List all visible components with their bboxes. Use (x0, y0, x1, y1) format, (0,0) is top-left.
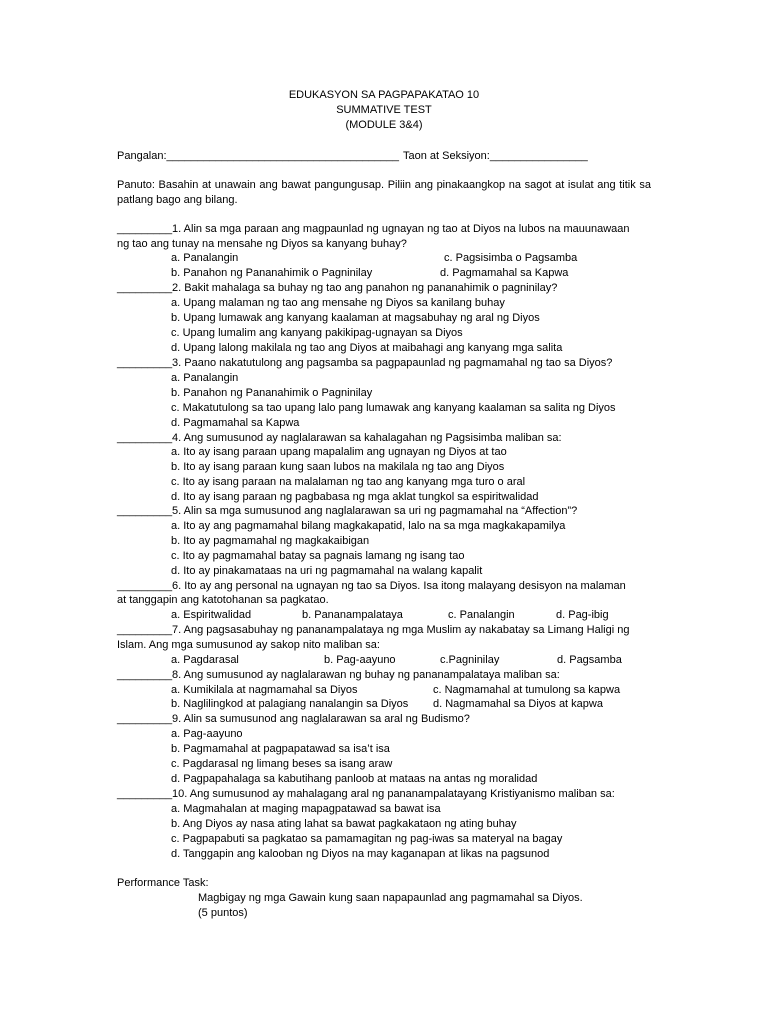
option-8d: d. Nagmamahal sa Diyos at kapwa (433, 698, 603, 710)
option-1d: d. Pagmamahal sa Kapwa (440, 267, 569, 279)
question-6: _________6. Ito ay ang personal na ugnayan ng tao sa Diyos. Isa itong malayang desisyon na malaman (117, 580, 626, 592)
option-9d: d. Pagpapahalaga sa kabutihang panloob at mataas na antas ng moralidad (171, 773, 538, 785)
option-9c: c. Pagdarasal ng limang beses sa isang araw (171, 758, 393, 770)
question-3: _________3. Paano nakatutulong ang pagsamba sa pagpapaunlad ng pagmamahal ng tao sa Diyos? (117, 357, 613, 369)
subject-title: EDUKASYON SA PAGPAPAKATAO 10 (288, 89, 480, 101)
question-4: _________4. Ang sumusunod ay naglalarawan sa kahalagahan ng Pagsisimba maliban sa: (117, 432, 562, 444)
question-1-cont: ng tao ang tunay na mensahe ng Diyos sa kanyang buhay? (117, 238, 407, 250)
option-6d: d. Pag-ibig (556, 609, 609, 621)
option-7d: d. Pagsamba (557, 654, 622, 666)
option-6b: b. Pananampalataya (302, 609, 403, 621)
performance-task-points: (5 puntos) (198, 907, 248, 919)
option-1b: b. Panahon ng Pananahimik o Pagninilay (171, 267, 373, 279)
option-2d: d. Upang lalong makilala ng tao ang Diyos at maibahagi ang kanyang mga salita (171, 342, 563, 354)
test-title: SUMMATIVE TEST (336, 104, 432, 116)
option-10b: b. Ang Diyos ay nasa ating lahat sa bawat pagkakataon ng ating buhay (171, 818, 517, 830)
option-2b: b. Upang lumawak ang kanyang kaalaman at magsabuhay ng aral ng Diyos (171, 312, 540, 324)
question-2: _________2. Bakit mahalaga sa buhay ng tao ang panahon ng pananahimik o pagninilay? (117, 282, 558, 294)
option-10c: c. Pagpapabuti sa pagkatao sa pamamagitan ng pag-iwas sa materyal na bagay (171, 833, 563, 845)
option-6c: c. Panalangin (448, 609, 515, 621)
question-9: _________9. Alin sa sumusunod ang naglalarawan sa aral ng Budismo? (117, 713, 470, 725)
name-field: Pangalan:______________________________________ (117, 150, 400, 162)
module-label: (MODULE 3&4) (345, 119, 423, 131)
option-5c: c. Ito ay pagmamahal batay sa pagnais lamang ng isang tao (171, 550, 465, 562)
question-8: _________8. Ang sumusunod ay naglalarawan ng buhay ng pananampalataya maliban sa: (117, 669, 560, 681)
option-10a: a. Magmahalan at maging mapagpatawad sa bawat isa (171, 803, 441, 815)
option-4d: d. Ito ay isang paraan ng pagbabasa ng mga aklat tungkol sa espiritwalidad (171, 491, 539, 503)
section-field: Taon at Seksiyon:________________ (403, 150, 588, 162)
option-2c: c. Upang lumalim ang kanyang pakikipag-ugnayan sa Diyos (171, 327, 463, 339)
option-4a: a. Ito ay isang paraan upang mapalalim ang ugnayan ng Diyos at tao (171, 446, 507, 458)
option-3c: c. Makatutulong sa tao upang lalo pang lumawak ang kanyang kaalaman sa salita ng Diyos (171, 402, 616, 414)
option-5b: b. Ito ay pagmamahal ng magkakaibigan (171, 535, 370, 547)
option-7a: a. Pagdarasal (171, 654, 239, 666)
option-7c: c.Pagninilay (440, 654, 500, 666)
option-4b: b. Ito ay isang paraan kung saan lubos na makilala ng tao ang Diyos (171, 461, 505, 473)
option-9b: b. Pagmamahal at pagpapatawad sa isa’t isa (171, 743, 390, 755)
option-3b: b. Panahon ng Pananahimik o Pagninilay (171, 387, 373, 399)
option-4c: c. Ito ay isang paraan na malalaman ng tao ang kanyang mga turo o aral (171, 476, 526, 488)
question-6-cont: at tanggapin ang katotohanan sa pagkatao. (117, 594, 329, 606)
option-9a: a. Pag-aayuno (171, 728, 243, 740)
option-1c: c. Pagsisimba o Pagsamba (444, 252, 578, 264)
instructions: Panuto: Basahin at unawain ang bawat pangungusap. Piliin ang pinakaangkop na sagot at isulat ang titik sa patlang bago ang bilang. (117, 179, 651, 206)
question-5: _________5. Alin sa mga sumusunod ang naglalarawan sa uri ng pagmamahal na “Affection”? (117, 505, 578, 517)
question-1: _________1. Alin sa mga paraan ang magpaunlad ng ugnayan ng tao at Diyos na lubos na mauunawaan (117, 223, 630, 235)
document-header (0, 88, 768, 133)
option-1a: a. Panalangin (171, 252, 239, 264)
option-6a: a. Espiritwalidad (171, 609, 252, 621)
option-5d: d. Ito ay pinakamataas na uri ng pagmamahal na walang kapalit (171, 565, 483, 577)
option-8b: b. Naglilingkod at palagiang nanalangin sa Diyos (171, 698, 409, 710)
performance-task-text: Magbigay ng mga Gawain kung saan napapaunlad ang pagmamahal sa Diyos. (198, 892, 583, 904)
question-7-cont: Islam. Ang mga sumusunod ay sakop nito maliban sa: (117, 639, 380, 651)
question-10: _________10. Ang sumusunod ay mahalagang aral ng pananampalatayang Kristiyanismo maliban sa: (117, 788, 615, 800)
option-5a: a. Ito ay ang pagmamahal bilang magkakapatid, lalo na sa mga magkakapamilya (171, 520, 566, 532)
option-2a: a. Upang malaman ng tao ang mensahe ng Diyos sa kanilang buhay (171, 297, 505, 309)
performance-task-title: Performance Task: (117, 877, 209, 889)
option-3a: a. Panalangin (171, 372, 239, 384)
option-8a: a. Kumikilala at nagmamahal sa Diyos (171, 684, 358, 696)
option-8c: c. Nagmamahal at tumulong sa kapwa (433, 684, 621, 696)
question-7: _________7. Ang pagsasabuhay ng pananampalataya ng mga Muslim ay nakabatay sa Limang Haligi ng (117, 624, 630, 636)
option-7b: b. Pag-aayuno (324, 654, 396, 666)
option-3d: d. Pagmamahal sa Kapwa (171, 417, 300, 429)
option-10d: d. Tanggapin ang kalooban ng Diyos na may kaganapan at likas na pagsunod (171, 848, 550, 860)
